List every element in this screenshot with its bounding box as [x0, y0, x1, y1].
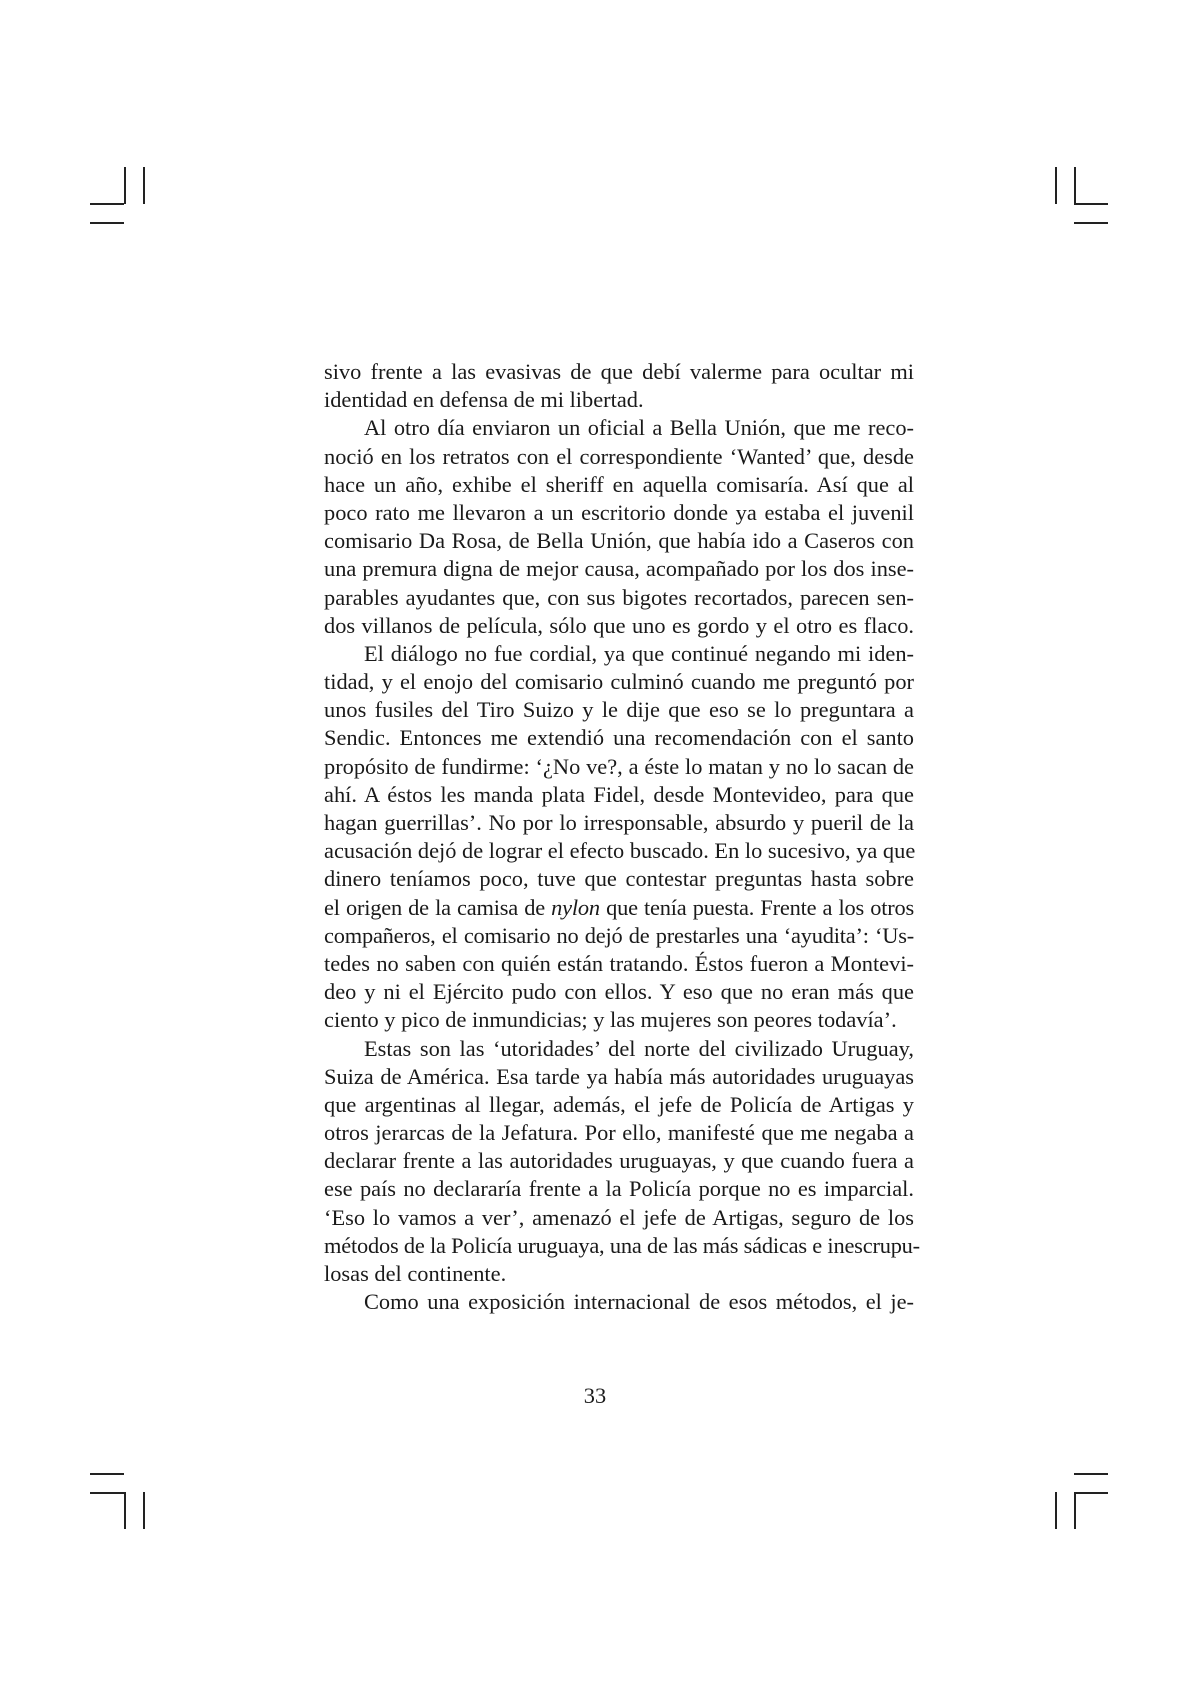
- text-line: tidad, y el enojo del comisario culminó cuando me preguntó por: [324, 669, 914, 695]
- crop-mark-bottom-right-horizontal: [1074, 1492, 1108, 1494]
- text-line: El diálogo no fue cordial, ya que continué negando mi iden-: [364, 640, 914, 666]
- text-line: poco rato me llevaron a un escritorio donde ya estaba el juvenil: [324, 499, 914, 525]
- crop-mark-top-right-horizontal-outer: [1074, 222, 1108, 224]
- text-line: dinero teníamos poco, tuve que contestar preguntas hasta sobre: [324, 866, 914, 892]
- crop-mark-top-left-horizontal-outer: [90, 222, 124, 224]
- body-text: [324, 358, 920, 1316]
- text-line: dos villanos de película, sólo que uno es gordo y el otro es flaco.: [324, 612, 914, 638]
- text-line: parables ayudantes que, con sus bigotes recortados, parecen sen-: [324, 584, 914, 610]
- text-line: Estas son las ‘utoridades’ del norte del civilizado Uruguay,: [364, 1035, 914, 1061]
- text-line: Al otro día enviaron un oficial a Bella Unión, que me reco-: [364, 415, 914, 441]
- crop-mark-bottom-left-horizontal: [90, 1492, 124, 1494]
- crop-mark-bottom-left-vertical: [124, 1492, 126, 1529]
- text-line-segment: el origen de la camisa de: [324, 894, 552, 920]
- crop-mark-top-right-vertical: [1074, 167, 1076, 204]
- text-line: identidad en defensa de mi libertad.: [324, 387, 644, 413]
- crop-mark-bottom-right-vertical: [1074, 1492, 1076, 1529]
- text-line: propósito de fundirme: ‘¿No ve?, a éste lo matan y no lo sacan de: [324, 753, 914, 779]
- crop-mark-bottom-left-vertical-outer: [143, 1492, 145, 1529]
- crop-mark-top-left-horizontal: [90, 203, 124, 205]
- crop-mark-top-left-vertical: [124, 167, 126, 204]
- text-line: acusación dejó de lograr el efecto buscado. En lo sucesivo, ya que: [324, 838, 916, 864]
- text-line: comisario Da Rosa, de Bella Unión, que había ido a Caseros con: [324, 528, 914, 554]
- crop-mark-bottom-left-horizontal-outer: [90, 1473, 124, 1475]
- text-line: tedes no saben con quién están tratando. Éstos fueron a Montevi-: [324, 950, 914, 976]
- crop-mark-top-right-vertical-outer: [1055, 167, 1057, 204]
- text-line: hagan guerrillas’. No por lo irresponsable, absurdo y pueril de la: [324, 810, 914, 835]
- text-line: ‘Eso lo vamos a ver’, amenazó el jefe de Artigas, seguro de los: [324, 1204, 914, 1230]
- text-line: declarar frente a las autoridades uruguayas, y que cuando fuera a: [324, 1148, 914, 1174]
- text-line: Como una exposición internacional de esos métodos, el je-: [364, 1289, 914, 1315]
- text-line: compañeros, el comisario no dejó de prestarles una ‘ayudita’: ‘Us-: [324, 922, 914, 948]
- text-line: Sendic. Entonces me extendió una recomendación con el santo: [324, 725, 914, 751]
- text-line: ciento y pico de inmundicias; y las mujeres son peores todavía’.: [324, 1007, 897, 1033]
- crop-mark-bottom-right-vertical-outer: [1055, 1492, 1057, 1529]
- text-line: que argentinas al llegar, además, el jefe de Policía de Artigas y: [324, 1091, 914, 1117]
- page-number: 33: [583, 1383, 607, 1408]
- italic-word: nylon: [551, 894, 600, 920]
- crop-mark-bottom-right-horizontal-outer: [1074, 1473, 1108, 1475]
- text-line: otros jerarcas de la Jefatura. Por ello, manifesté que me negaba a: [324, 1120, 914, 1146]
- text-line: deo y ni el Ejército pudo con ellos. Y eso que no eran más que: [324, 979, 914, 1005]
- text-line: hace un año, exhibe el sheriff en aquella comisaría. Así que al: [324, 471, 914, 497]
- crop-mark-top-left-vertical-outer: [143, 167, 145, 204]
- text-line: noció en los retratos con el correspondiente ‘Wanted’ que, desde: [324, 443, 914, 469]
- text-line: [324, 894, 914, 922]
- crop-mark-top-right-horizontal: [1074, 203, 1108, 205]
- text-line: métodos de la Policía uruguaya, una de las más sádicas e inescrupu-: [324, 1232, 920, 1258]
- text-line: ahí. A éstos les manda plata Fidel, desde Montevideo, para que: [324, 781, 914, 807]
- text-line: una premura digna de mejor causa, acompañado por los dos inse-: [324, 556, 914, 582]
- text-line: losas del continente.: [324, 1261, 507, 1286]
- text-line: Suiza de América. Esa tarde ya había más autoridades uruguayas: [324, 1063, 914, 1089]
- text-line: sivo frente a las evasivas de que debí valerme para ocultar mi: [324, 359, 914, 384]
- text-line: ese país no declararía frente a la Policía porque no es imparcial.: [324, 1176, 914, 1202]
- text-line: unos fusiles del Tiro Suizo y le dije que eso se lo preguntara a: [324, 697, 914, 723]
- text-line-segment: que tenía puesta. Frente a los otros: [599, 894, 914, 920]
